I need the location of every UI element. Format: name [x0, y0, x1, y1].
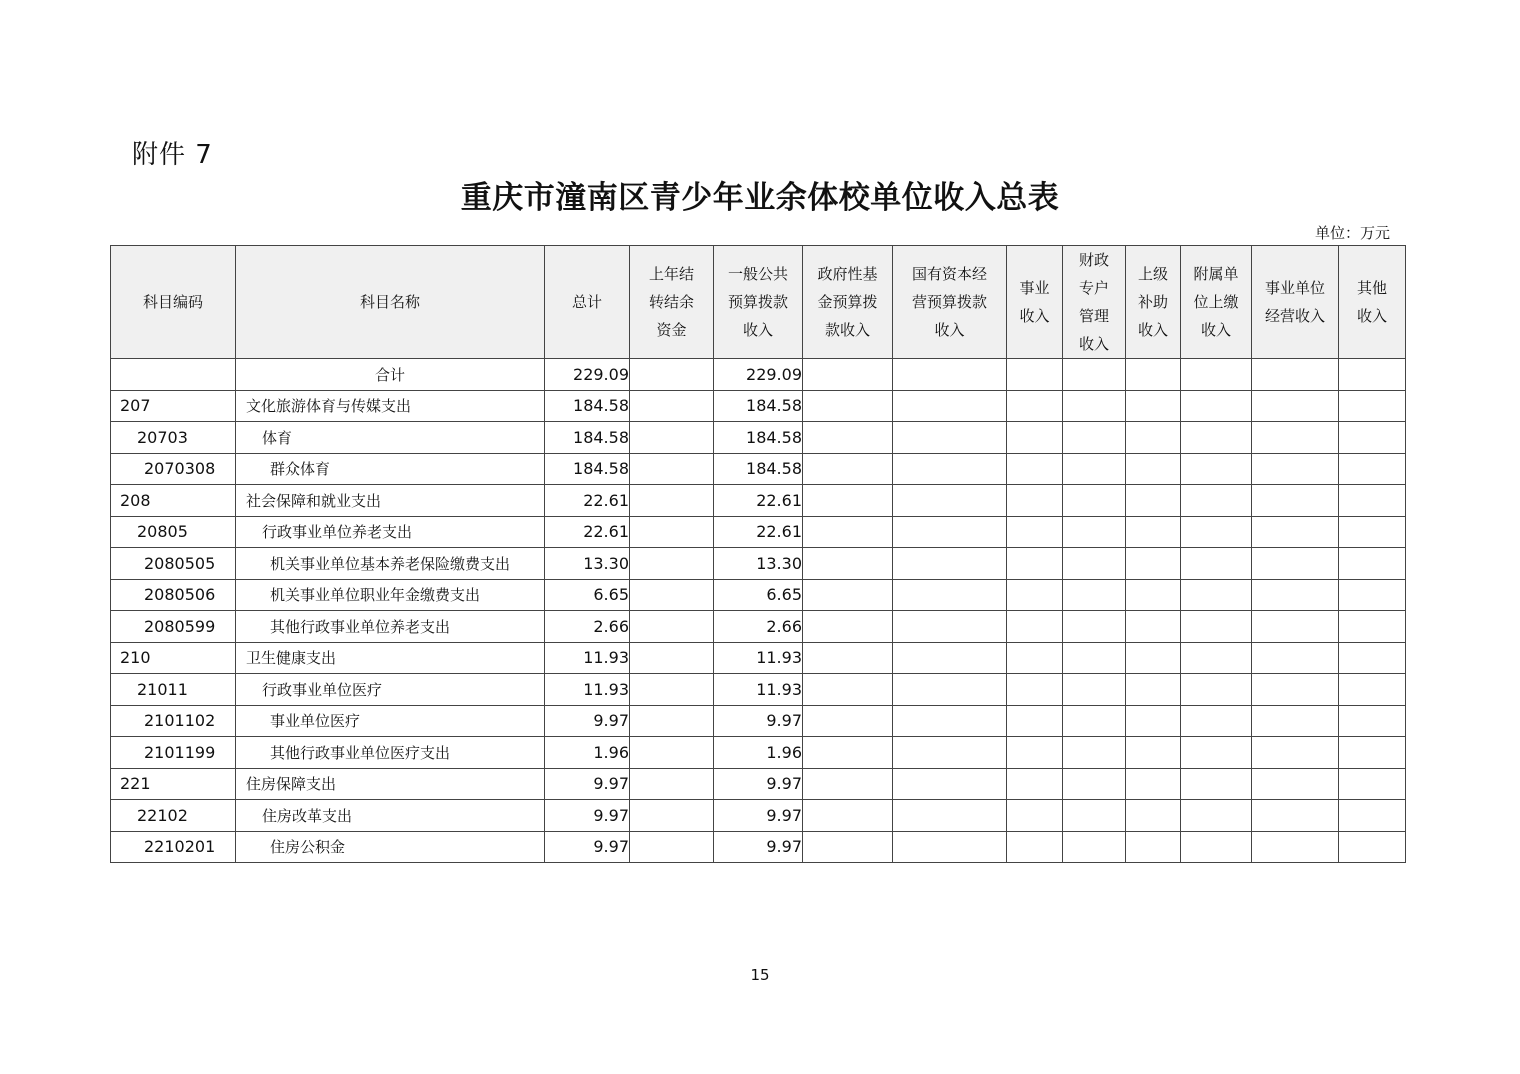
general-budget-cell: 11.93 [714, 642, 803, 674]
column-header-line: 一般公共 [727, 265, 788, 283]
subject-name-cell: 行政事业单位养老支出 [236, 516, 545, 548]
carryover-cell [630, 800, 714, 832]
table-row [111, 359, 1406, 391]
empty-income-cell [893, 800, 1007, 832]
empty-income-cell [1339, 800, 1406, 832]
document-title: 重庆市潼南区青少年业余体校单位收入总表 [460, 180, 1060, 216]
empty-income-cell [1181, 705, 1252, 737]
empty-income-cell [893, 516, 1007, 548]
empty-income-cell [1181, 768, 1252, 800]
empty-income-cell [893, 579, 1007, 611]
carryover-cell [630, 831, 714, 863]
empty-income-cell [1007, 674, 1063, 706]
empty-income-cell [1181, 642, 1252, 674]
carryover-cell [630, 737, 714, 769]
column-header [630, 246, 714, 359]
empty-income-cell [1007, 422, 1063, 454]
column-header-line: 营预算拨款 [911, 293, 987, 311]
empty-income-cell [803, 453, 893, 485]
column-header-line: 转结余 [648, 293, 694, 311]
empty-income-cell [1339, 611, 1406, 643]
general-budget-cell: 184.58 [714, 422, 803, 454]
total-cell: 9.97 [545, 831, 630, 863]
empty-income-cell [1252, 674, 1339, 706]
empty-income-cell [1181, 516, 1252, 548]
empty-income-cell [1181, 548, 1252, 580]
income-summary-table [110, 245, 1406, 863]
subject-name-cell: 群众体育 [236, 453, 545, 485]
empty-income-cell [1063, 705, 1126, 737]
empty-income-cell [1126, 485, 1181, 517]
subject-name-cell: 合计 [236, 359, 545, 391]
empty-income-cell [1339, 768, 1406, 800]
column-header [893, 246, 1007, 359]
empty-income-cell [1126, 768, 1181, 800]
subject-name-cell: 其他行政事业单位医疗支出 [236, 737, 545, 769]
carryover-cell [630, 359, 714, 391]
empty-income-cell [1339, 390, 1406, 422]
subject-name-cell: 住房公积金 [236, 831, 545, 863]
empty-income-cell [1007, 800, 1063, 832]
general-budget-cell: 9.97 [714, 768, 803, 800]
general-budget-cell: 13.30 [714, 548, 803, 580]
empty-income-cell [803, 359, 893, 391]
empty-income-cell [893, 485, 1007, 517]
empty-income-cell [1126, 642, 1181, 674]
carryover-cell [630, 453, 714, 485]
empty-income-cell [1063, 800, 1126, 832]
general-budget-cell: 2.66 [714, 611, 803, 643]
empty-income-cell [893, 390, 1007, 422]
empty-income-cell [1126, 516, 1181, 548]
empty-income-cell [1252, 611, 1339, 643]
table-body [111, 359, 1406, 863]
column-header [803, 246, 893, 359]
total-cell: 229.09 [545, 359, 630, 391]
subject-name-cell: 住房改革支出 [236, 800, 545, 832]
table-row [111, 485, 1406, 517]
empty-income-cell [893, 705, 1007, 737]
total-cell: 11.93 [545, 642, 630, 674]
empty-income-cell [1252, 516, 1339, 548]
column-header-line: 科目编码 [142, 293, 203, 311]
general-budget-cell: 9.97 [714, 831, 803, 863]
empty-income-cell [1063, 737, 1126, 769]
column-header-line: 款收入 [824, 321, 870, 339]
empty-income-cell [1252, 359, 1339, 391]
empty-income-cell [1007, 485, 1063, 517]
empty-income-cell [1252, 800, 1339, 832]
page-number: 15 [750, 966, 770, 984]
empty-income-cell [1007, 453, 1063, 485]
empty-income-cell [803, 737, 893, 769]
column-header-line: 预算拨款 [727, 293, 788, 311]
empty-income-cell [803, 831, 893, 863]
empty-income-cell [1007, 831, 1063, 863]
empty-income-cell [1181, 390, 1252, 422]
empty-income-cell [1339, 642, 1406, 674]
empty-income-cell [1063, 453, 1126, 485]
empty-income-cell [803, 390, 893, 422]
table-row [111, 642, 1406, 674]
empty-income-cell [1126, 611, 1181, 643]
empty-income-cell [1181, 359, 1252, 391]
empty-income-cell [1339, 831, 1406, 863]
subject-name-cell: 机关事业单位职业年金缴费支出 [236, 579, 545, 611]
empty-income-cell [1181, 422, 1252, 454]
table-row [111, 611, 1406, 643]
table-header-row [111, 246, 1406, 359]
empty-income-cell [1063, 422, 1126, 454]
subject-name-cell: 卫生健康支出 [236, 642, 545, 674]
general-budget-cell: 22.61 [714, 485, 803, 517]
empty-income-cell [1063, 516, 1126, 548]
empty-income-cell [893, 422, 1007, 454]
empty-income-cell [1063, 611, 1126, 643]
carryover-cell [630, 768, 714, 800]
column-header-line: 其他 [1356, 279, 1387, 297]
general-budget-cell: 1.96 [714, 737, 803, 769]
column-header-line: 位上缴 [1193, 293, 1239, 311]
empty-income-cell [1126, 737, 1181, 769]
subject-name-cell: 其他行政事业单位养老支出 [236, 611, 545, 643]
column-header-line: 资金 [656, 321, 687, 339]
total-cell: 184.58 [545, 422, 630, 454]
column-header-line: 科目名称 [359, 293, 420, 311]
table-row [111, 579, 1406, 611]
empty-income-cell [1007, 516, 1063, 548]
empty-income-cell [1007, 548, 1063, 580]
subject-name-cell: 文化旅游体育与传媒支出 [236, 390, 545, 422]
general-budget-cell: 184.58 [714, 390, 803, 422]
empty-income-cell [1063, 579, 1126, 611]
general-budget-cell: 9.97 [714, 800, 803, 832]
subject-code-cell: 20703 [111, 422, 236, 454]
subject-name-cell: 机关事业单位基本养老保险缴费支出 [236, 548, 545, 580]
column-header [1063, 246, 1126, 359]
subject-code-cell: 210 [111, 642, 236, 674]
empty-income-cell [1007, 579, 1063, 611]
empty-income-cell [893, 674, 1007, 706]
column-header [545, 246, 630, 359]
general-budget-cell: 184.58 [714, 453, 803, 485]
carryover-cell [630, 674, 714, 706]
empty-income-cell [1126, 390, 1181, 422]
column-header-line: 总计 [571, 293, 602, 311]
total-cell: 184.58 [545, 390, 630, 422]
total-cell: 6.65 [545, 579, 630, 611]
subject-name-cell: 社会保障和就业支出 [236, 485, 545, 517]
empty-income-cell [1063, 485, 1126, 517]
empty-income-cell [1181, 579, 1252, 611]
subject-code-cell [111, 359, 236, 391]
total-cell: 13.30 [545, 548, 630, 580]
column-header-line: 收入 [742, 321, 773, 339]
table-row [111, 453, 1406, 485]
empty-income-cell [1252, 579, 1339, 611]
empty-income-cell [1181, 800, 1252, 832]
table-row [111, 705, 1406, 737]
empty-income-cell [1252, 548, 1339, 580]
total-cell: 22.61 [545, 516, 630, 548]
empty-income-cell [1063, 674, 1126, 706]
empty-income-cell [1126, 800, 1181, 832]
column-header-line: 附属单 [1193, 265, 1239, 283]
empty-income-cell [1007, 359, 1063, 391]
empty-income-cell [1252, 485, 1339, 517]
empty-income-cell [1339, 737, 1406, 769]
empty-income-cell [803, 800, 893, 832]
empty-income-cell [803, 705, 893, 737]
total-cell: 11.93 [545, 674, 630, 706]
empty-income-cell [1126, 674, 1181, 706]
table-row [111, 800, 1406, 832]
subject-code-cell: 2080506 [111, 579, 236, 611]
total-cell: 9.97 [545, 768, 630, 800]
subject-code-cell: 2101102 [111, 705, 236, 737]
empty-income-cell [1063, 359, 1126, 391]
empty-income-cell [803, 642, 893, 674]
carryover-cell [630, 516, 714, 548]
table-row [111, 390, 1406, 422]
column-header-line: 收入 [1200, 321, 1231, 339]
empty-income-cell [1126, 705, 1181, 737]
subject-name-cell: 住房保障支出 [236, 768, 545, 800]
empty-income-cell [803, 611, 893, 643]
empty-income-cell [803, 422, 893, 454]
empty-income-cell [1339, 579, 1406, 611]
empty-income-cell [803, 768, 893, 800]
total-cell: 9.97 [545, 705, 630, 737]
unit-label: 单位：万元 [1314, 224, 1390, 242]
general-budget-cell: 229.09 [714, 359, 803, 391]
empty-income-cell [1063, 390, 1126, 422]
column-header-line: 事业单位 [1264, 279, 1325, 297]
subject-name-cell: 体育 [236, 422, 545, 454]
total-cell: 1.96 [545, 737, 630, 769]
total-cell: 2.66 [545, 611, 630, 643]
empty-income-cell [1181, 674, 1252, 706]
carryover-cell [630, 705, 714, 737]
empty-income-cell [1181, 453, 1252, 485]
empty-income-cell [1126, 548, 1181, 580]
general-budget-cell: 6.65 [714, 579, 803, 611]
carryover-cell [630, 548, 714, 580]
column-header [1339, 246, 1406, 359]
empty-income-cell [1252, 642, 1339, 674]
empty-income-cell [893, 642, 1007, 674]
carryover-cell [630, 485, 714, 517]
table-row [111, 548, 1406, 580]
empty-income-cell [1007, 611, 1063, 643]
subject-code-cell: 2070308 [111, 453, 236, 485]
empty-income-cell [1339, 705, 1406, 737]
subject-name-cell: 行政事业单位医疗 [236, 674, 545, 706]
general-budget-cell: 11.93 [714, 674, 803, 706]
table-row [111, 674, 1406, 706]
column-header [1007, 246, 1063, 359]
empty-income-cell [1181, 611, 1252, 643]
empty-income-cell [803, 579, 893, 611]
carryover-cell [630, 422, 714, 454]
empty-income-cell [1126, 579, 1181, 611]
table-row [111, 516, 1406, 548]
column-header-line: 收入 [1078, 335, 1109, 353]
column-header-line: 收入 [1019, 307, 1050, 325]
column-header-line: 上级 [1137, 265, 1168, 283]
column-header-line: 收入 [1137, 321, 1168, 339]
empty-income-cell [1063, 548, 1126, 580]
total-cell: 9.97 [545, 800, 630, 832]
empty-income-cell [1063, 831, 1126, 863]
subject-code-cell: 208 [111, 485, 236, 517]
total-cell: 184.58 [545, 453, 630, 485]
empty-income-cell [1007, 768, 1063, 800]
column-header-line: 国有资本经 [911, 265, 987, 283]
column-header [111, 246, 236, 359]
empty-income-cell [1063, 642, 1126, 674]
subject-code-cell: 207 [111, 390, 236, 422]
subject-code-cell: 2210201 [111, 831, 236, 863]
column-header [1252, 246, 1339, 359]
subject-code-cell: 221 [111, 768, 236, 800]
empty-income-cell [1339, 516, 1406, 548]
empty-income-cell [1126, 831, 1181, 863]
subject-code-cell: 20805 [111, 516, 236, 548]
empty-income-cell [893, 831, 1007, 863]
empty-income-cell [893, 453, 1007, 485]
empty-income-cell [1007, 642, 1063, 674]
empty-income-cell [1181, 485, 1252, 517]
column-header-line: 管理 [1078, 307, 1109, 325]
column-header [714, 246, 803, 359]
table-row [111, 422, 1406, 454]
column-header-line: 事业 [1019, 279, 1050, 297]
general-budget-cell: 22.61 [714, 516, 803, 548]
empty-income-cell [1252, 453, 1339, 485]
carryover-cell [630, 611, 714, 643]
empty-income-cell [1252, 831, 1339, 863]
empty-income-cell [1126, 453, 1181, 485]
column-header-line: 财政 [1078, 251, 1109, 269]
column-header-line: 收入 [1356, 307, 1387, 325]
empty-income-cell [1181, 831, 1252, 863]
empty-income-cell [803, 485, 893, 517]
empty-income-cell [893, 548, 1007, 580]
subject-code-cell: 2080505 [111, 548, 236, 580]
column-header-line: 经营收入 [1264, 307, 1325, 325]
table-row [111, 831, 1406, 863]
empty-income-cell [893, 768, 1007, 800]
empty-income-cell [1007, 390, 1063, 422]
empty-income-cell [1252, 737, 1339, 769]
subject-code-cell: 21011 [111, 674, 236, 706]
empty-income-cell [1339, 453, 1406, 485]
subject-name-cell: 事业单位医疗 [236, 705, 545, 737]
empty-income-cell [1252, 390, 1339, 422]
empty-income-cell [1339, 359, 1406, 391]
empty-income-cell [1063, 768, 1126, 800]
carryover-cell [630, 642, 714, 674]
column-header-line: 上年结 [648, 265, 694, 283]
empty-income-cell [1339, 422, 1406, 454]
empty-income-cell [893, 359, 1007, 391]
empty-income-cell [1339, 485, 1406, 517]
empty-income-cell [1007, 705, 1063, 737]
empty-income-cell [803, 516, 893, 548]
empty-income-cell [1126, 359, 1181, 391]
empty-income-cell [1339, 674, 1406, 706]
column-header-line: 政府性基 [817, 265, 878, 283]
empty-income-cell [1252, 422, 1339, 454]
empty-income-cell [1007, 737, 1063, 769]
subject-code-cell: 2101199 [111, 737, 236, 769]
empty-income-cell [1339, 548, 1406, 580]
carryover-cell [630, 579, 714, 611]
subject-code-cell: 22102 [111, 800, 236, 832]
empty-income-cell [893, 737, 1007, 769]
attachment-label: 附件 7 [132, 140, 213, 170]
column-header-line: 专户 [1078, 279, 1109, 297]
column-header [1126, 246, 1181, 359]
subject-code-cell: 2080599 [111, 611, 236, 643]
table-row [111, 737, 1406, 769]
column-header-line: 金预算拨 [817, 293, 878, 311]
empty-income-cell [1252, 768, 1339, 800]
column-header-line: 补助 [1137, 293, 1168, 311]
column-header [1181, 246, 1252, 359]
table-row [111, 768, 1406, 800]
general-budget-cell: 9.97 [714, 705, 803, 737]
empty-income-cell [1252, 705, 1339, 737]
column-header [236, 246, 545, 359]
column-header-line: 收入 [934, 321, 965, 339]
empty-income-cell [803, 548, 893, 580]
empty-income-cell [803, 674, 893, 706]
total-cell: 22.61 [545, 485, 630, 517]
empty-income-cell [1126, 422, 1181, 454]
empty-income-cell [1181, 737, 1252, 769]
empty-income-cell [893, 611, 1007, 643]
carryover-cell [630, 390, 714, 422]
